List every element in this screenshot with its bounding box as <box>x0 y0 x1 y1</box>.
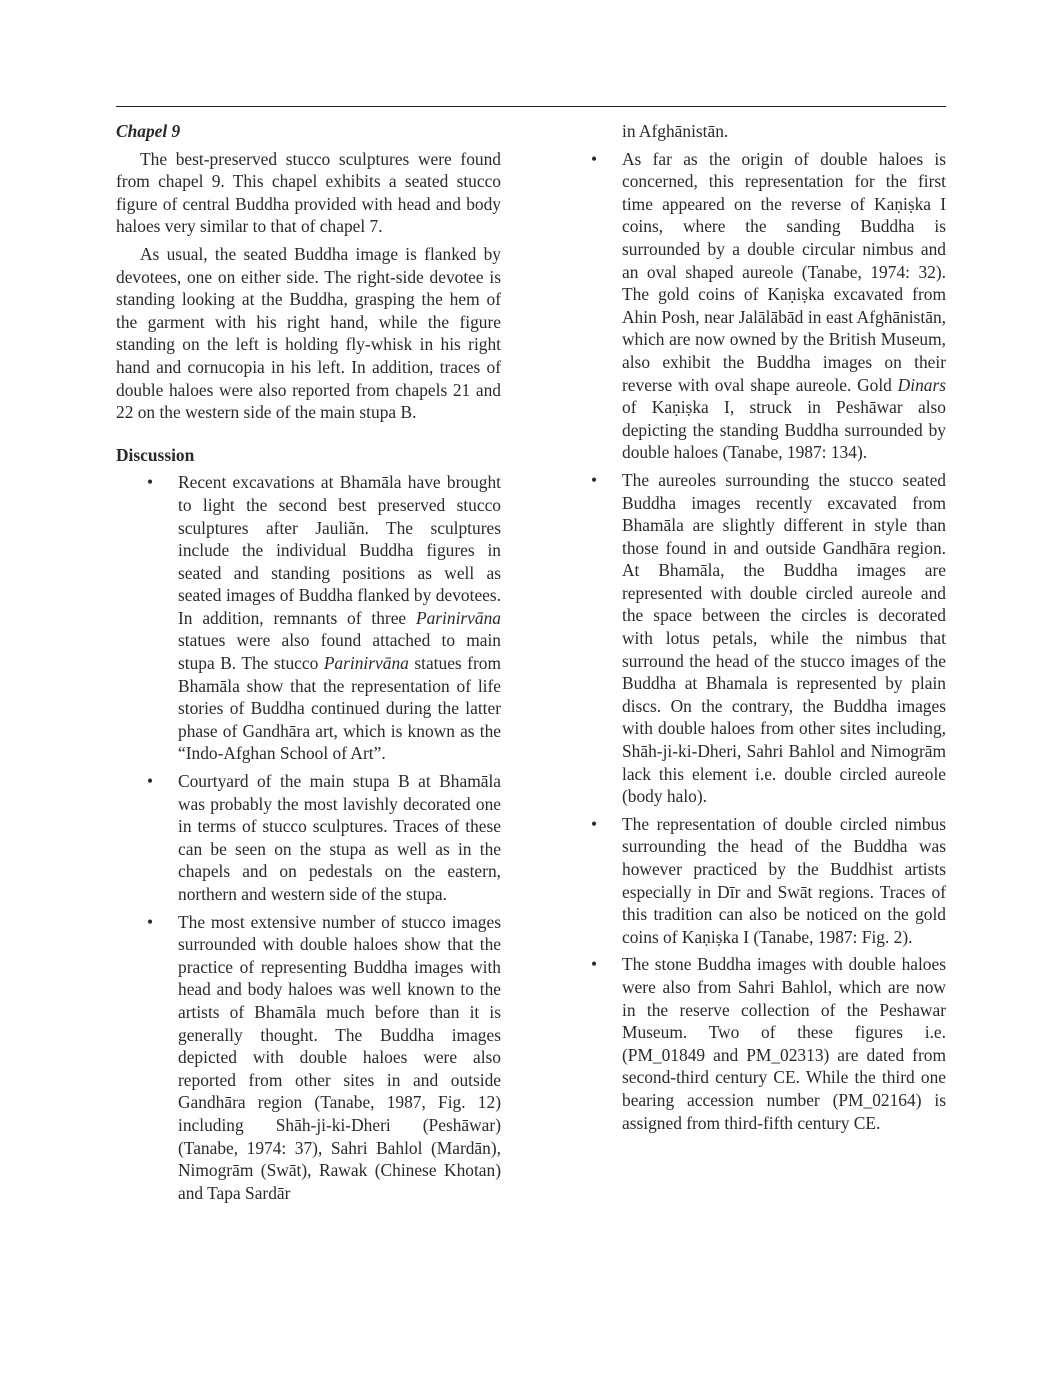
header-rule <box>116 106 946 107</box>
discussion-list-left <box>116 471 501 1204</box>
list-item-text: of Kaṇiṣka I, struck in Peshāwar also depicting the standing Buddha surrounded by double haloes (Tanabe, 1987: 134). <box>622 397 946 463</box>
list-item <box>591 148 946 464</box>
bullet-icon: • <box>591 148 598 169</box>
italic-term: Parinirvāna <box>415 607 501 628</box>
list-item <box>591 953 946 1134</box>
discussion-list-right <box>591 148 946 1135</box>
list-item-text: The stone Buddha images with double haloes were also from Sahri Bahlol, which are now in the reserve collection of the Peshawar Museum. Two of these figures i.e. (PM_01849 and PM_02313) are dated from second-third century CE. While the third one bearing accession number (PM_02164) is assigned from third-fifth century CE. <box>622 954 946 1133</box>
list-item-text: statues from Bhamāla show that the representation of life stories of Buddha continued during the latter phase of Gandhāra art, which is known as the “Indo-Afghan School of Art”. <box>178 653 501 764</box>
bullet-icon: • <box>591 469 598 490</box>
italic-term: Parinirvāna <box>323 653 409 674</box>
list-item-text: The representation of double circled nimbus surrounding the head of the Buddha was however practiced by the Buddhist artists especially in Dīr and Swāt regions. Traces of this tradition can also be noticed on the gold coins of Kaṇiṣka I (Tanabe, 1987: Fig. 2). <box>622 813 946 947</box>
bullet-icon: • <box>147 911 154 932</box>
list-item-text: As far as the origin of double haloes is concerned, this representation for the first time appeared on the reverse of Kaṇiṣka I coins, where the sanding Buddha is surrounded by a double circular nimbus and an oval shaped aureole (Tanabe, 1974: 32). The gold coins of Kaṇiṣka excavated from Ahin Posh, near Jalālābād in east Afghānistān, which are now owned by the British Museum, also exhibit the Buddha images on their reverse with oval shape aureole. Gold <box>622 148 946 395</box>
list-item <box>147 911 501 1205</box>
list-item-text: The most extensive number of stucco images surrounded with double haloes show that the practice of representing Buddha images with head and body haloes was well known to the artists of Bhamāla much before than it is generally thought. The Buddha images depicted with double haloes were also reported from other sites in and outside Gandhāra region (Tanabe, 1987, Fig. 12) including Shāh-ji-ki-Dheri (Peshāwar) (Tanabe, 1974: 37), Sahri Bahlol (Mardān), Nimogrām (Swāt), Rawak (Chinese Khotan) and Tapa Sardār <box>178 911 501 1203</box>
left-column <box>116 120 501 1209</box>
list-item <box>147 770 501 906</box>
bullet-icon: • <box>591 954 598 975</box>
bullet-icon: • <box>147 771 154 792</box>
chapel-9-paragraph-2: As usual, the seated Buddha image is flanked by devotees, one on either side. The right-side devotee is standing looking at the Buddha, grasping the hem of the garment with his right hand, while the figure standing on the left is holding fly-whisk in his right hand and cornucopia in his left. In addition, traces of double haloes were also reported from chapels 21 and 22 on the western side of the main stupa B. <box>116 243 501 423</box>
list-item <box>591 469 946 808</box>
discussion-heading: Discussion <box>116 444 195 465</box>
list-item-text: The aureoles surrounding the stucco seated Buddha images recently excavated from Bhamāla are slightly different in style than those found in and outside Gandhāra region. At Bhamāla, the Buddha images are represented with double circled aureole and the space between the circles is decorated with lotus petals, while the nimbus that surround the head of the stucco images of the Buddha at Bhamala is represented by plain discs. On the contrary, the Buddha images with double haloes from other sites including, Shāh-ji-ki-Dheri, Sahri Bahlol and Nimogrām lack this element i.e. double circled aureole (body halo). <box>622 469 946 807</box>
list-item-text: Courtyard of the main stupa B at Bhamāla was probably the most lavishly decorated one in terms of stucco sculptures. Traces of these can be seen on the stupa as well as in the chapels and on pedestals on the eastern, northern and western side of the stupa. <box>178 771 501 904</box>
bullet-icon: • <box>147 472 154 493</box>
list-item-text: statues were also found attached to main stupa B. The stucco <box>178 630 501 674</box>
bullet-icon: • <box>591 813 598 834</box>
italic-term: Dinars <box>897 374 946 395</box>
list-item-text: Recent excavations at Bhamāla have brought to light the second best preserved stucco sculptures after Jauliãn. The sculptures include the individual Buddha figures in seated and standing positions as well as seated images of Buddha flanked by devotees. In addition, remnants of three <box>178 472 501 628</box>
list-item <box>591 813 946 949</box>
right-column <box>591 120 946 1139</box>
chapel-9-heading: Chapel 9 <box>116 121 181 141</box>
list-item <box>147 471 501 765</box>
chapel-9-paragraph-1: The best-preserved stucco sculptures were found from chapel 9. This chapel exhibits a seated stucco figure of central Buddha provided with head and body haloes very similar to that of chapel 7. <box>116 148 501 237</box>
continued-text: in Afghānistān. <box>622 121 729 141</box>
